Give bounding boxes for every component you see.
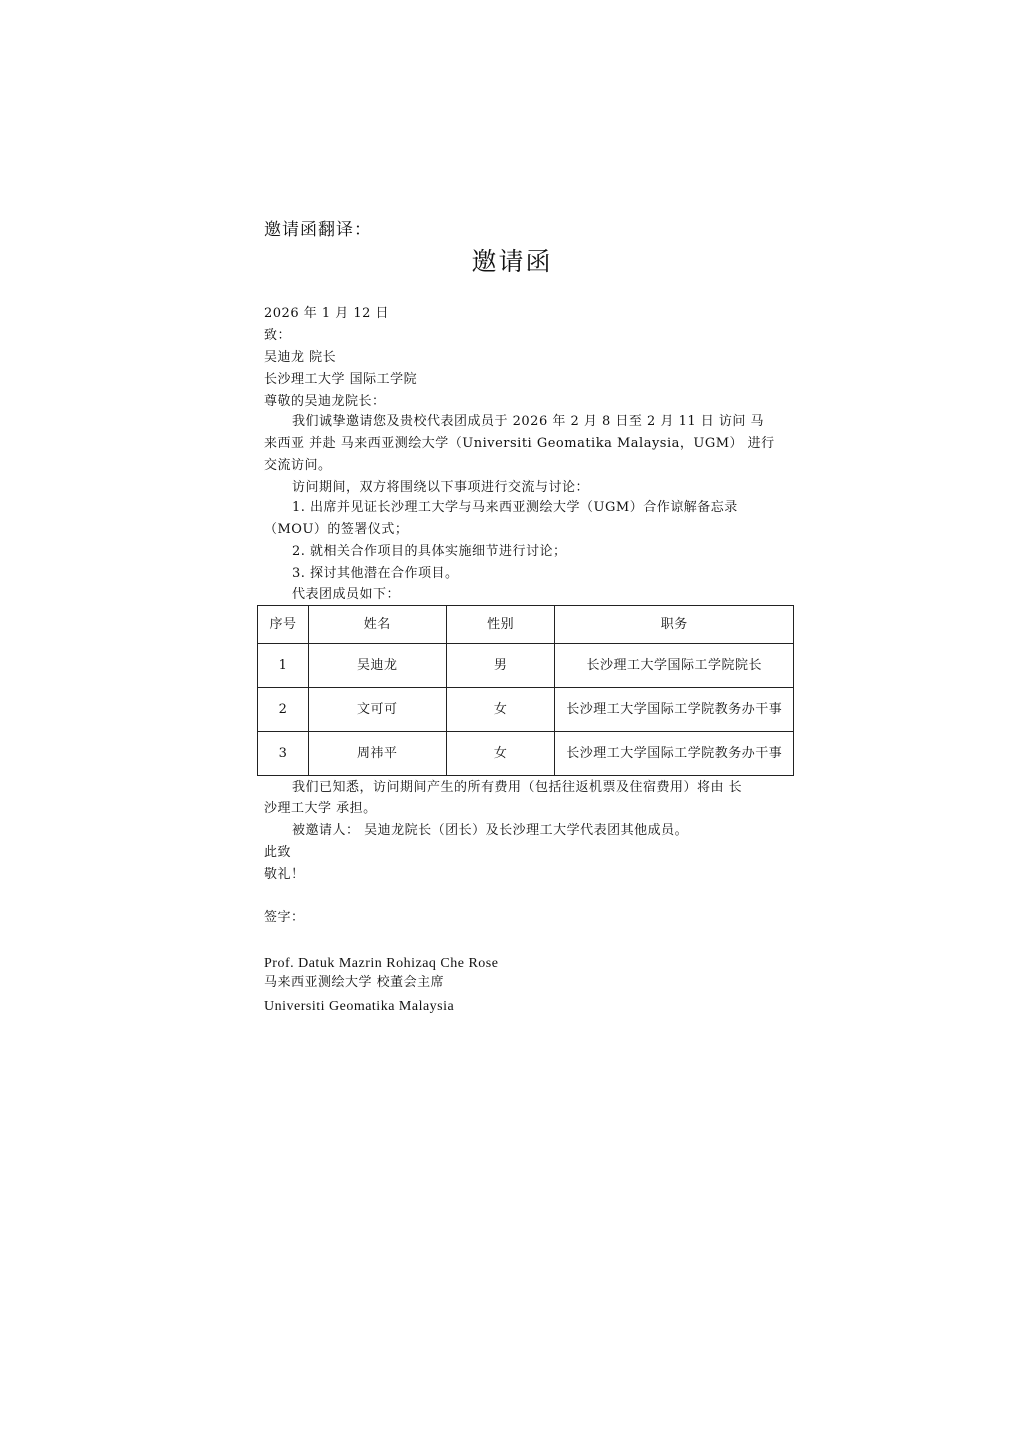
- table-cell: 2: [258, 688, 309, 732]
- recipient-org: 长沙理工大学 国际工学院: [264, 372, 418, 387]
- page-title: 邀请函: [471, 247, 553, 276]
- table-cell: 长沙理工大学国际工学院教务办干事: [555, 688, 794, 732]
- table-cell: 周祎平: [308, 732, 446, 776]
- column-header: 序号: [258, 606, 309, 644]
- table-cell: 吴迪龙: [308, 644, 446, 688]
- signatory-org: Universiti Geomatika Malaysia: [264, 999, 455, 1014]
- table-cell: 长沙理工大学国际工学院教务办干事: [555, 732, 794, 776]
- signature-label: 签字：: [264, 910, 305, 925]
- agenda-intro: 访问期间，双方将围绕以下事项进行交流与讨论：: [292, 480, 590, 495]
- table-cell: 女: [446, 688, 555, 732]
- column-header: 性别: [446, 606, 555, 644]
- table-cell: 文可可: [308, 688, 446, 732]
- invitees-line: 被邀请人： 吴迪龙院长（团长）及长沙理工大学代表团其他成员。: [292, 823, 689, 838]
- agenda-item: 3. 探讨其他潜在合作项目。: [292, 566, 459, 581]
- table-row: [258, 732, 794, 776]
- table-row: [258, 644, 794, 688]
- delegation-members-table: [257, 605, 794, 776]
- agenda-item: 1. 出席并见证长沙理工大学与马来西亚测绘大学（UGM）合作谅解备忘录: [292, 500, 738, 515]
- invitation-paragraph-line: 来西亚 并赴 马来西亚测绘大学（Universiti Geomatika Malaysia，UGM） 进行: [264, 436, 775, 451]
- table-cell: 男: [446, 644, 555, 688]
- members-intro: 代表团成员如下：: [292, 587, 401, 602]
- translation-heading: 邀请函翻译：: [264, 220, 372, 240]
- to-label: 致：: [264, 328, 292, 343]
- table-row: [258, 688, 794, 732]
- column-header: 姓名: [308, 606, 446, 644]
- letter-date: 2026 年 1 月 12 日: [264, 306, 390, 321]
- agenda-item: （MOU）的签署仪式；: [264, 522, 409, 537]
- agenda-item: 2. 就相关合作项目的具体实施细节进行讨论；: [292, 544, 567, 559]
- table-cell: 3: [258, 732, 309, 776]
- invitation-paragraph-line: 交流访问。: [264, 458, 332, 473]
- column-header: 职务: [555, 606, 794, 644]
- signatory-name: Prof. Datuk Mazrin Rohizaq Che Rose: [264, 956, 499, 971]
- closing-line: 敬礼！: [264, 867, 305, 882]
- table-header-row: [258, 606, 794, 644]
- expenses-line: 沙理工大学 承担。: [264, 801, 377, 816]
- expenses-line: 我们已知悉，访问期间产生的所有费用（包括往返机票及住宿费用）将由 长: [292, 780, 743, 795]
- table-cell: 女: [446, 732, 555, 776]
- signatory-title: 马来西亚测绘大学 校董会主席: [264, 975, 445, 990]
- recipient-name: 吴迪龙 院长: [264, 350, 337, 365]
- invitation-paragraph-line: 我们诚挚邀请您及贵校代表团成员于 2026 年 2 月 8 日至 2 月 11 日 访问 马: [292, 414, 765, 429]
- table-cell: 长沙理工大学国际工学院院长: [555, 644, 794, 688]
- closing-line: 此致: [264, 845, 292, 860]
- salutation: 尊敬的吴迪龙院长：: [264, 394, 386, 409]
- table-cell: 1: [258, 644, 309, 688]
